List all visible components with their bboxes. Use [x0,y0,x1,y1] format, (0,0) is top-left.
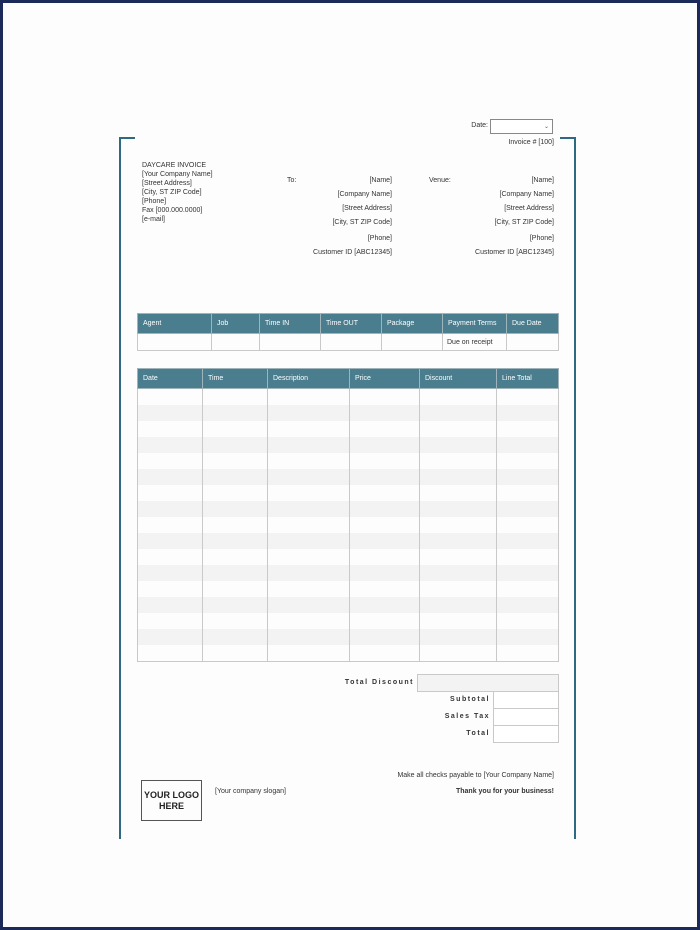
to-customer-id: Customer ID [ABC12345] [313,249,392,256]
to-street: [Street Address] [342,205,392,212]
col-discount: Discount [420,369,497,389]
cell-due-date[interactable] [507,334,559,351]
table-row[interactable] [138,517,559,533]
table-row[interactable] [138,581,559,597]
venue-customer-id: Customer ID [ABC12345] [475,249,554,256]
venue-company: [Company Name] [499,191,554,198]
checks-payable-text: Make all checks payable to [Your Company Name] [397,772,554,779]
company-city: [City, ST ZIP Code] [142,189,202,196]
col-line-total: Line Total [497,369,559,389]
sales-tax-label: Sales Tax [444,713,490,720]
to-name: [Name] [369,177,392,184]
cell-time-in[interactable] [260,334,321,351]
total-field[interactable] [493,725,559,743]
venue-city: [City, ST ZIP Code] [494,219,554,226]
logo-text-line2: HERE [158,800,184,811]
cell-payment-terms[interactable]: Due on receipt [443,334,507,351]
cell-time-out[interactable] [321,334,382,351]
col-time-in: Time IN [260,314,321,334]
table-row[interactable] [138,533,559,549]
table-row[interactable] [138,613,559,629]
to-company: [Company Name] [337,191,392,198]
company-fax: Fax [000.000.0000] [142,207,203,214]
company-block [142,161,213,224]
col-package: Package [382,314,443,334]
invoice-number: Invoice # [100] [508,139,554,146]
cell-package[interactable] [382,334,443,351]
sales-tax-field[interactable] [493,708,559,726]
table-row[interactable] [138,565,559,581]
table-row[interactable] [138,629,559,645]
left-bracket-border [119,137,135,839]
table-row[interactable] [138,485,559,501]
table-row[interactable] [138,437,559,453]
company-street: [Street Address] [142,180,192,187]
logo-text-line1: YOUR LOGO [143,789,199,800]
venue-label: Venue: [429,177,451,184]
venue-phone: [Phone] [529,235,554,242]
right-bracket-border [560,137,576,839]
company-email: [e-mail] [142,216,165,223]
col-job: Job [212,314,260,334]
items-table [137,368,559,662]
date-input[interactable] [490,119,553,134]
table-row[interactable] [138,469,559,485]
to-phone: [Phone] [367,235,392,242]
table-row[interactable] [138,389,559,406]
col-due-date: Due Date [507,314,559,334]
job-table [137,313,559,351]
company-phone: [Phone] [142,198,167,205]
items-table-header [138,369,559,389]
to-label: To: [287,177,297,184]
total-discount-label: Total Discount [344,679,414,686]
subtotal-label: Subtotal [450,696,490,703]
dropdown-icon: ⌄ [543,124,549,130]
company-name: [Your Company Name] [142,171,213,178]
company-slogan: [Your company slogan] [215,788,286,795]
thank-you-text: Thank you for your business! [455,788,554,795]
subtotal-field[interactable] [493,691,559,709]
to-city: [City, ST ZIP Code] [332,219,392,226]
date-label: Date: [471,122,488,129]
total-discount-field[interactable] [417,674,559,692]
total-label: Total [466,730,490,737]
col-date: Date [138,369,203,389]
job-table-header [138,314,559,334]
table-row [138,334,559,351]
col-time-out: Time OUT [321,314,382,334]
col-payment-terms: Payment Terms [443,314,507,334]
col-agent: Agent [138,314,212,334]
venue-name: [Name] [531,177,554,184]
col-description: Description [268,369,350,389]
col-price: Price [350,369,420,389]
table-row[interactable] [138,501,559,517]
table-row[interactable] [138,453,559,469]
cell-agent[interactable] [138,334,212,351]
logo-placeholder [141,780,202,821]
venue-street: [Street Address] [504,205,554,212]
col-time: Time [203,369,268,389]
table-row[interactable] [138,421,559,437]
invoice-title: DAYCARE INVOICE [142,162,207,169]
table-row[interactable] [138,405,559,421]
table-row[interactable] [138,549,559,565]
table-row[interactable] [138,645,559,662]
cell-job[interactable] [212,334,260,351]
table-row[interactable] [138,597,559,613]
